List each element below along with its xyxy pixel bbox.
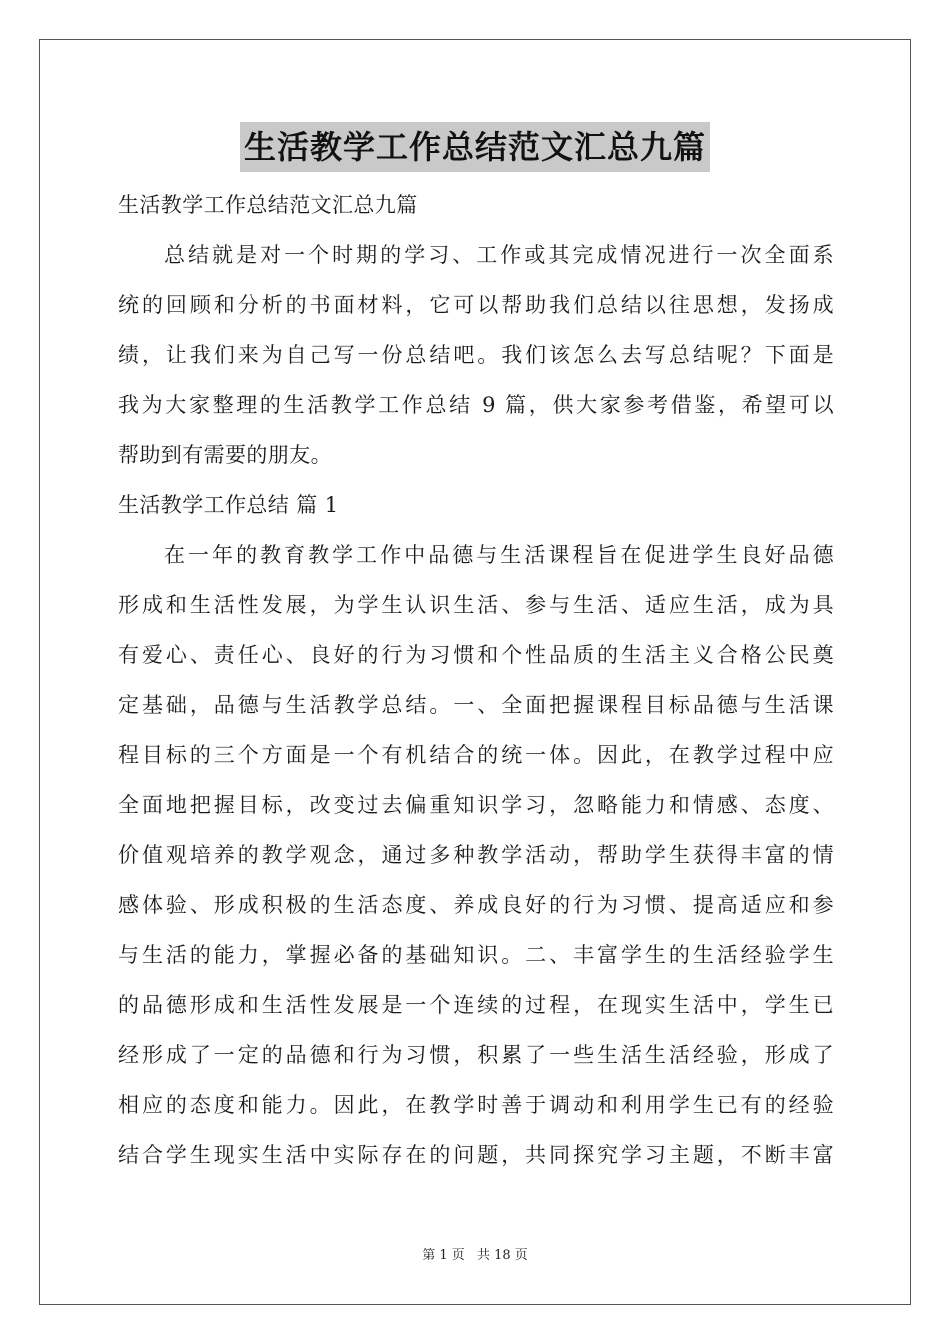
- paragraph-line: 总结就是对一个时期的学习、工作或其完成情况进行一次全面系: [164, 243, 834, 267]
- paragraph-line: 价值观培养的教学观念，通过多种教学活动，帮助学生获得丰富的情: [118, 843, 834, 867]
- paragraph-line: 帮助到有需要的朋友。: [118, 443, 332, 467]
- page-footer: [0, 1246, 950, 1266]
- paragraph-line: 有爱心、责任心、良好的行为习惯和个性品质的生活主义合格公民奠: [118, 643, 834, 667]
- paragraph-line: 感体验、形成积极的生活态度、养成良好的行为习惯、提高适应和参: [118, 893, 834, 917]
- paragraph-line: 定基础，品德与生活教学总结。一、全面把握课程目标品德与生活课: [118, 693, 834, 717]
- paragraph-line: 统的回顾和分析的书面材料，它可以帮助我们总结以往思想，发扬成: [118, 293, 834, 317]
- paragraph-line: 绩，让我们来为自己写一份总结吧。我们该怎么去写总结呢？下面是: [118, 343, 834, 367]
- paragraph-line: 的品德形成和生活性发展是一个连续的过程，在现实生活中，学生已: [118, 993, 834, 1017]
- paragraph-line: 全面地把握目标，改变过去偏重知识学习，忽略能力和情感、态度、: [118, 793, 834, 817]
- paragraph-line: 形成和生活性发展，为学生认识生活、参与生活、适应生活，成为具: [118, 593, 834, 617]
- title-container: [0, 122, 950, 172]
- paragraph-line: 在一年的教育教学工作中品德与生活课程旨在促进学生良好品德: [164, 543, 834, 567]
- paragraph-line: 我为大家整理的生活教学工作总结 9 篇，供大家参考借鉴，希望可以: [118, 393, 834, 417]
- page-number: 第 1 页: [422, 1248, 465, 1263]
- paragraph-line: 相应的态度和能力。因此，在教学时善于调动和利用学生已有的经验: [118, 1093, 834, 1117]
- paragraph-line: 经形成了一定的品德和行为习惯，积累了一些生活生活经验，形成了: [118, 1043, 834, 1067]
- page-total: 共 18 页: [476, 1248, 528, 1263]
- paragraph-line: 结合学生现实生活中实际存在的问题，共同探究学习主题，不断丰富: [118, 1143, 834, 1167]
- document-body: [118, 180, 834, 1180]
- section-heading: 生活教学工作总结范文汇总九篇: [118, 193, 418, 217]
- paragraph-line: 程目标的三个方面是一个有机结合的统一体。因此，在教学过程中应: [118, 743, 834, 767]
- document-title: 生活教学工作总结范文汇总九篇: [240, 122, 710, 172]
- paragraph-line: 与生活的能力，掌握必备的基础知识。二、丰富学生的生活经验学生: [118, 943, 834, 967]
- section-heading: 生活教学工作总结 篇 1: [118, 493, 339, 517]
